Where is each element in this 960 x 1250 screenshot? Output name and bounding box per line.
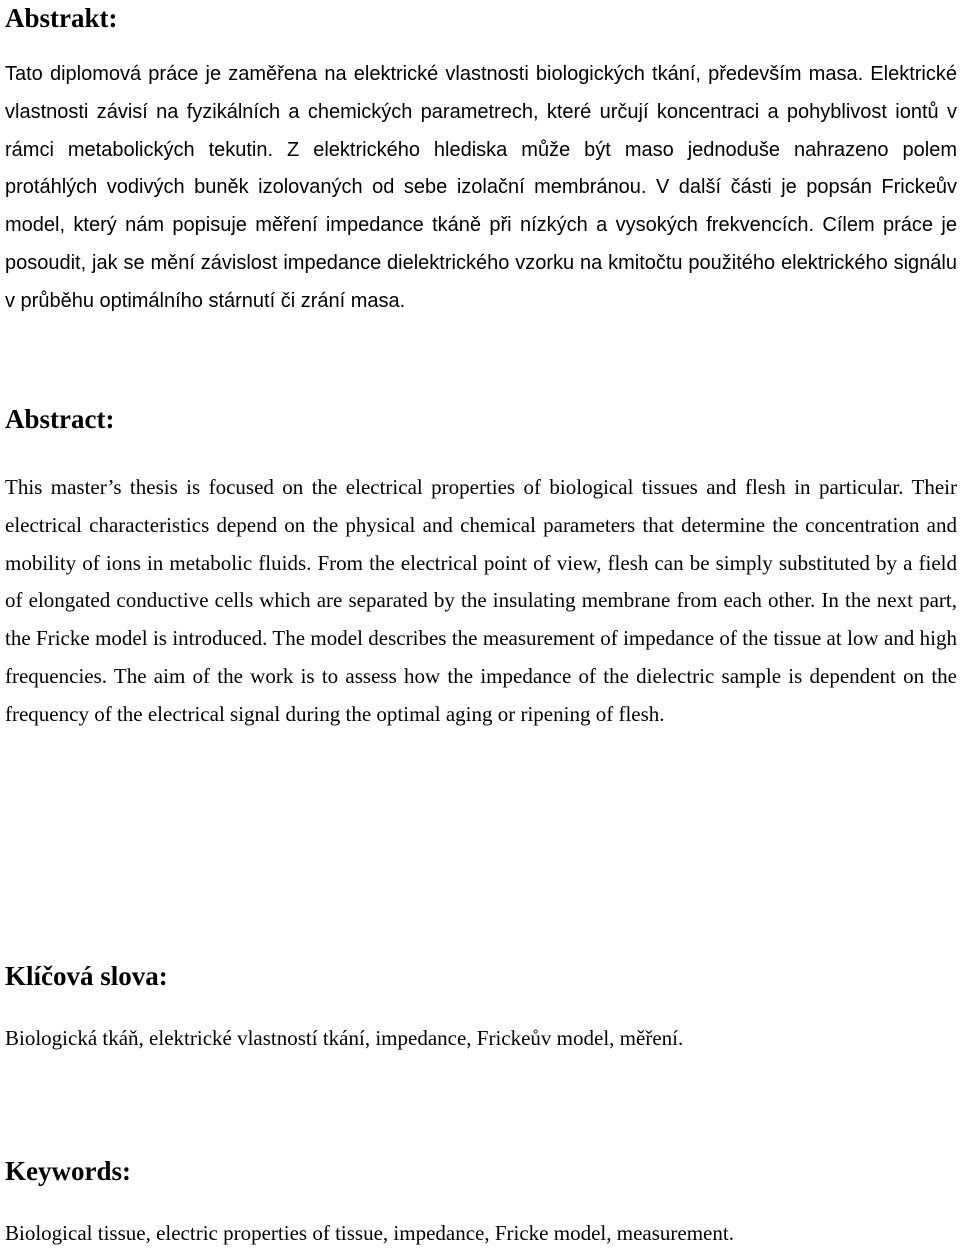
- abstract-heading: Abstract:: [5, 404, 115, 434]
- abstrakt-heading: Abstrakt:: [5, 3, 118, 33]
- klicova-slova-heading: Klíčová slova:: [5, 961, 168, 991]
- abstrakt-paragraph: Tato diplomová práce je zaměřena na elektrické vlastnosti biologických tkání, především masa. Elektrické vlastnosti závisí na fyzikálních a chemických parametrech, které určují koncentraci a pohyblivost iontů v rámci metabolických tekutin. Z elektrického hlediska může být maso jednoduše nahrazeno polem protáhlých vodivých buněk izolovaných od sebe izolační membránou. V další části je popsán Frickeův model, který nám popisuje měření impedance tkáně při nízkých a vysokých frekvencích. Cílem práce je posoudit, jak se mění závislost impedance dielektrického vzorku na kmitočtu použitého elektrického signálu v průběhu optimálního stárnutí či zrání masa.: [5, 63, 957, 312]
- klicova-slova-text: Biologická tkáň, elektrické vlastností tkání, impedance, Frickeův model, měření.: [5, 1026, 684, 1050]
- keywords-text: Biological tissue, electric properties of tissue, impedance, Fricke model, measurement.: [5, 1221, 734, 1245]
- abstract-paragraph: This master’s thesis is focused on the electrical properties of biological tissues and flesh in particular. Their electrical characteristics depend on the physical and chemical parameters that determine the concentration and mobility of ions in metabolic fluids. From the electrical point of view, flesh can be simply substituted by a field of elongated conductive cells which are separated by the insulating membrane from each other. In the next part, the Fricke model is introduced. The model describes the measurement of impedance of the tissue at low and high frequencies. The aim of the work is to assess how the impedance of the dielectric sample is dependent on the frequency of the electrical signal during the optimal aging or ripening of flesh.: [5, 475, 957, 726]
- keywords-heading: Keywords:: [5, 1156, 131, 1186]
